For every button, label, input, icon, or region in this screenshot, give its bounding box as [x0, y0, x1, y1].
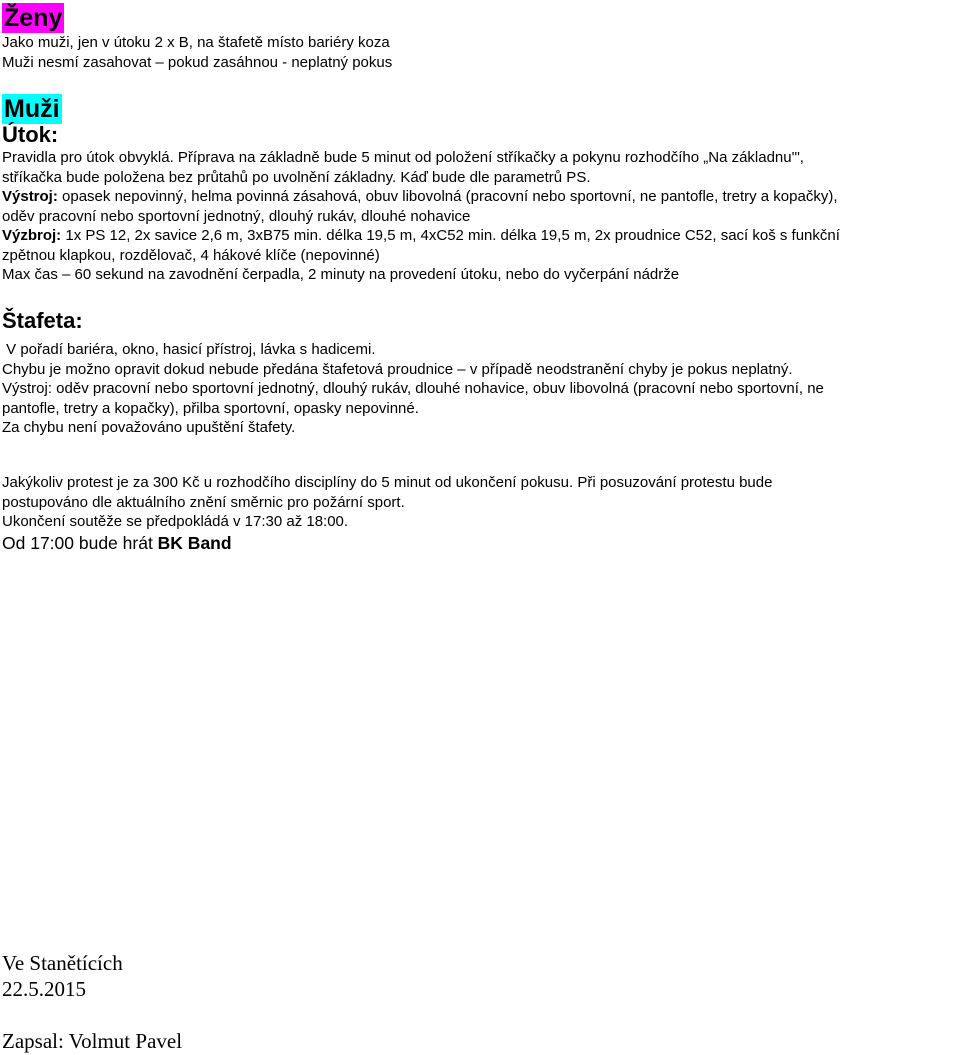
stafeta-line-3: Výstroj: oděv pracovní nebo sportovní jednotný, dlouhý rukáv, dlouhé nohavice, obuv libovolná (pracovní nebo sportovní, ne	[2, 380, 824, 397]
stafeta-line-2: Chybu je možno opravit dokud nebude předána štafetová proudnice – v případě neodstranění chyby je pokus neplatný.	[2, 360, 793, 378]
protest-line-3: Ukončení soutěže se předpokládá v 17:30 až 18:00.	[2, 513, 349, 530]
stafeta-line-5: Za chybu není považováno upuštění štafety.	[2, 419, 296, 436]
stafeta-line-1: V pořadí bariéra, okno, hasicí přístroj, lávka s hadicemi.	[2, 341, 376, 358]
utok-max-cas: Max čas – 60 sekund na zavodnění čerpadla, 2 minuty na provedení útoku, nebo do vyčerpání nádrže	[2, 266, 680, 283]
muzi-section	[2, 94, 960, 124]
band-line	[2, 532, 960, 554]
muzi-heading: Muži	[4, 95, 60, 123]
protest-line-2: postupováno dle aktuálního znění směrnic pro požární sport.	[2, 493, 405, 511]
utok-section	[2, 122, 960, 285]
utok-vystroj-line-1	[2, 187, 960, 207]
utok-heading: Útok:	[2, 122, 59, 147]
zeny-heading: Ženy	[4, 4, 63, 32]
utok-pravidla-line-1: Pravidla pro útok obvyklá. Příprava na základně bude 5 minut od položení stříkačky a pokynu rozhodčího „Na základnu'",	[2, 149, 804, 166]
stafeta-line-4: pantofle, tretry a kopačky), přilba sportovní, opasky nepovinné.	[2, 399, 419, 417]
utok-vyzbroj-line-1	[2, 226, 960, 246]
vyzbroj-text: 1x PS 12, 2x savice 2,6 m, 3xB75 min. délka 19,5 m, 4xC52 min. délka 19,5 m, 2x proudnice C52, sací koš s funkční	[61, 227, 840, 244]
utok-vystroj-line-2: oděv pracovní nebo sportovní jednotný, dlouhý rukáv, dlouhé nohavice	[2, 207, 471, 225]
vystroj-text: opasek nepovinný, helma povinná zásahová, obuv libovolná (pracovní nebo sportovní, ne pantofle, tretry a kopačky),	[57, 188, 838, 205]
stafeta-heading: Štafeta:	[2, 308, 83, 333]
utok-pravidla-line-2: stříkačka bude položena bez průtahů po uvolnění základny. Káď bude dle parametrů PS.	[2, 168, 591, 186]
stafeta-section	[2, 308, 960, 438]
zeny-line-1: Jako muži, jen v útoku 2 x B, na štafetě místo bariéry koza	[2, 34, 390, 51]
zeny-line-2: Muži nesmí zasahovat – pokud zasáhnou - neplatný pokus	[2, 53, 393, 71]
footer-author: Zapsal: Volmut Pavel	[2, 1029, 183, 1053]
vyzbroj-label: Výzbroj:	[2, 227, 62, 244]
footer-place: Ve Stanětících	[2, 951, 123, 975]
footer-place-date	[2, 950, 960, 1002]
footer-author-block	[2, 1028, 960, 1054]
band-name: BK Band	[157, 532, 232, 553]
vystroj-label: Výstroj:	[2, 188, 58, 205]
zeny-section	[2, 3, 960, 72]
band-prefix: Od 17:00 bude hrát	[2, 532, 158, 553]
footer-date: 22.5.2015	[2, 977, 86, 1001]
protest-section	[2, 473, 960, 554]
protest-line-1: Jakýkoliv protest je za 300 Kč u rozhodčího disciplíny do 5 minut od ukončení pokusu. Při posuzování protestu bude	[2, 474, 773, 491]
utok-vyzbroj-line-2: zpětnou klapkou, rozdělovač, 4 hákové klíče (nepovinné)	[2, 246, 380, 264]
